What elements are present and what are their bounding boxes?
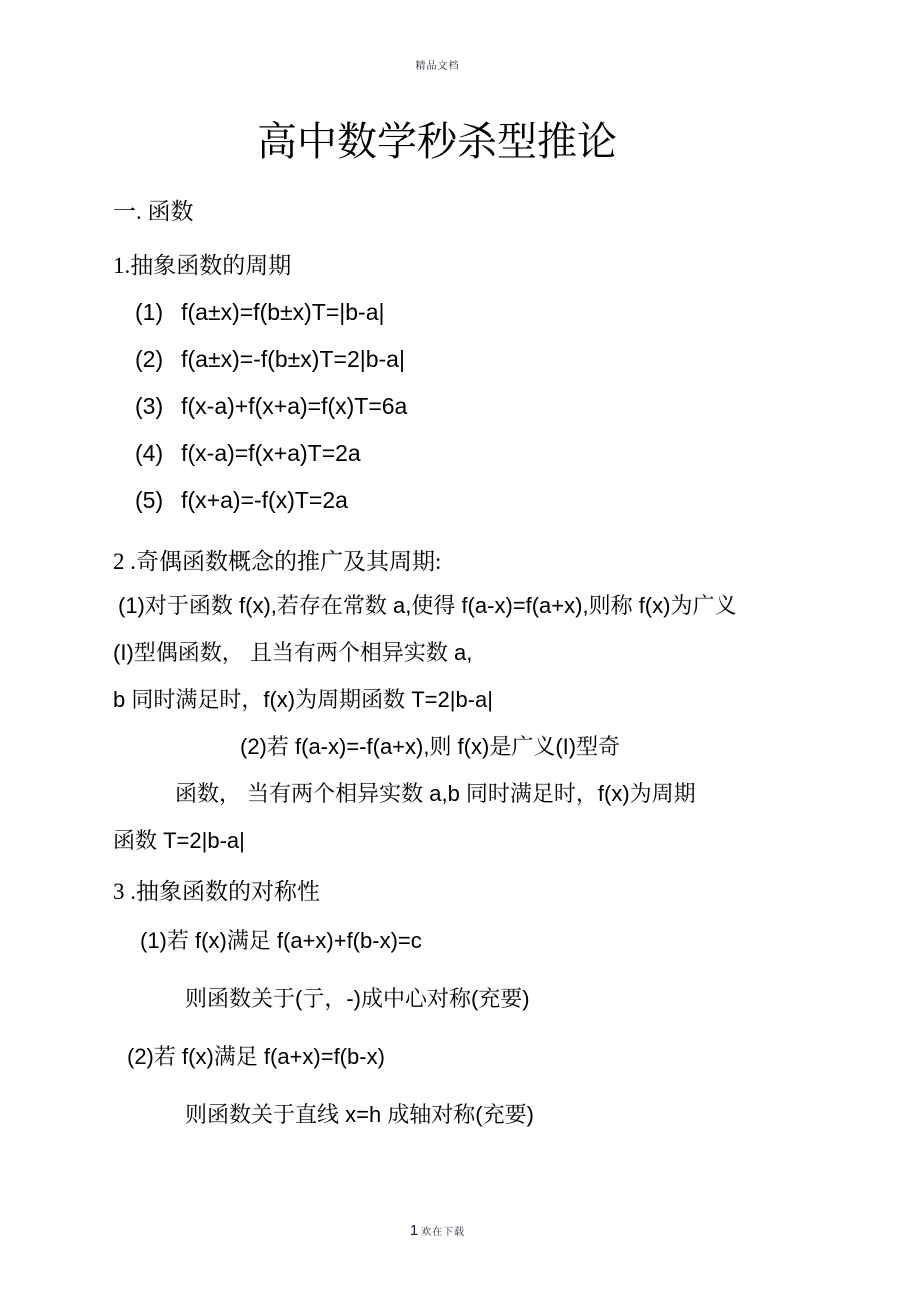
subsection-1-heading: 1.抽象函数的周期 <box>113 253 292 278</box>
list-item <box>113 485 761 515</box>
item-formula: f(x-a)+f(x+a)=f(x)T=6a <box>181 393 408 419</box>
item-formula: f(x-a)=f(x+a)T=2a <box>181 440 361 466</box>
footer-text: 欢在下载 <box>421 1227 466 1238</box>
item-formula: f(a±x)=f(b±x)T=|b-a| <box>181 299 385 325</box>
text-line: b 同时满足时，f(x)为周期函数 T=2|b-a| <box>113 687 493 712</box>
subsection-2-heading: 2 .奇偶函数概念的推广及其周期: <box>113 549 442 574</box>
list-item <box>113 297 761 327</box>
text-line: (2)若 f(a-x)=-f(a+x),则 f(x)是广义(I)型奇 <box>240 734 621 759</box>
list-item <box>113 391 761 421</box>
section-1-heading: 一. 函数 <box>113 199 194 224</box>
text-line: 函数， 当有两个相异实数 a,b 同时满足时，f(x)为周期 <box>175 781 696 806</box>
text-line: (I)型偶函数， 且当有两个相异实数 a, <box>113 640 473 665</box>
document-title: 高中数学秒杀型推论 <box>257 119 617 164</box>
item-number: (3) <box>135 393 164 419</box>
item-number: (4) <box>135 440 164 466</box>
item-formula: f(x+a)=-f(x)T=2a <box>181 487 348 513</box>
document-body <box>113 0 761 1144</box>
subsection-2-paragraph <box>113 582 761 864</box>
page-footer <box>0 1222 875 1240</box>
text-line: 则函数关于直线 x=h 成轴对称(充要) <box>185 1102 534 1127</box>
item-formula: f(a±x)=-f(b±x)T=2|b-a| <box>181 346 405 372</box>
text-line: (1)若 f(x)满足 f(a+x)+f(b-x)=c <box>140 928 422 953</box>
item-number: (1) <box>135 299 164 325</box>
list-item <box>113 438 761 468</box>
period-formula-list <box>113 297 761 515</box>
text-line: 函数 T=2|b-a| <box>113 828 245 853</box>
subsection-3-heading: 3 .抽象函数的对称性 <box>113 879 320 904</box>
item-number: (5) <box>135 487 164 513</box>
text-line: (2)若 f(x)满足 f(a+x)=f(b-x) <box>127 1044 385 1069</box>
item-number: (2) <box>135 346 164 372</box>
page-number: 1 <box>409 1222 419 1239</box>
text-line: (1)对于函数 f(x),若存在常数 a,使得 f(a-x)=f(a+x),则称 f(x)为广义 <box>118 593 737 618</box>
text-line: 则函数关于(亍，-)成中心对称(充要) <box>185 986 530 1011</box>
page-header-watermark: 精品文档 <box>415 61 460 72</box>
subsection-3-paragraph <box>113 912 761 1144</box>
list-item <box>113 344 761 374</box>
